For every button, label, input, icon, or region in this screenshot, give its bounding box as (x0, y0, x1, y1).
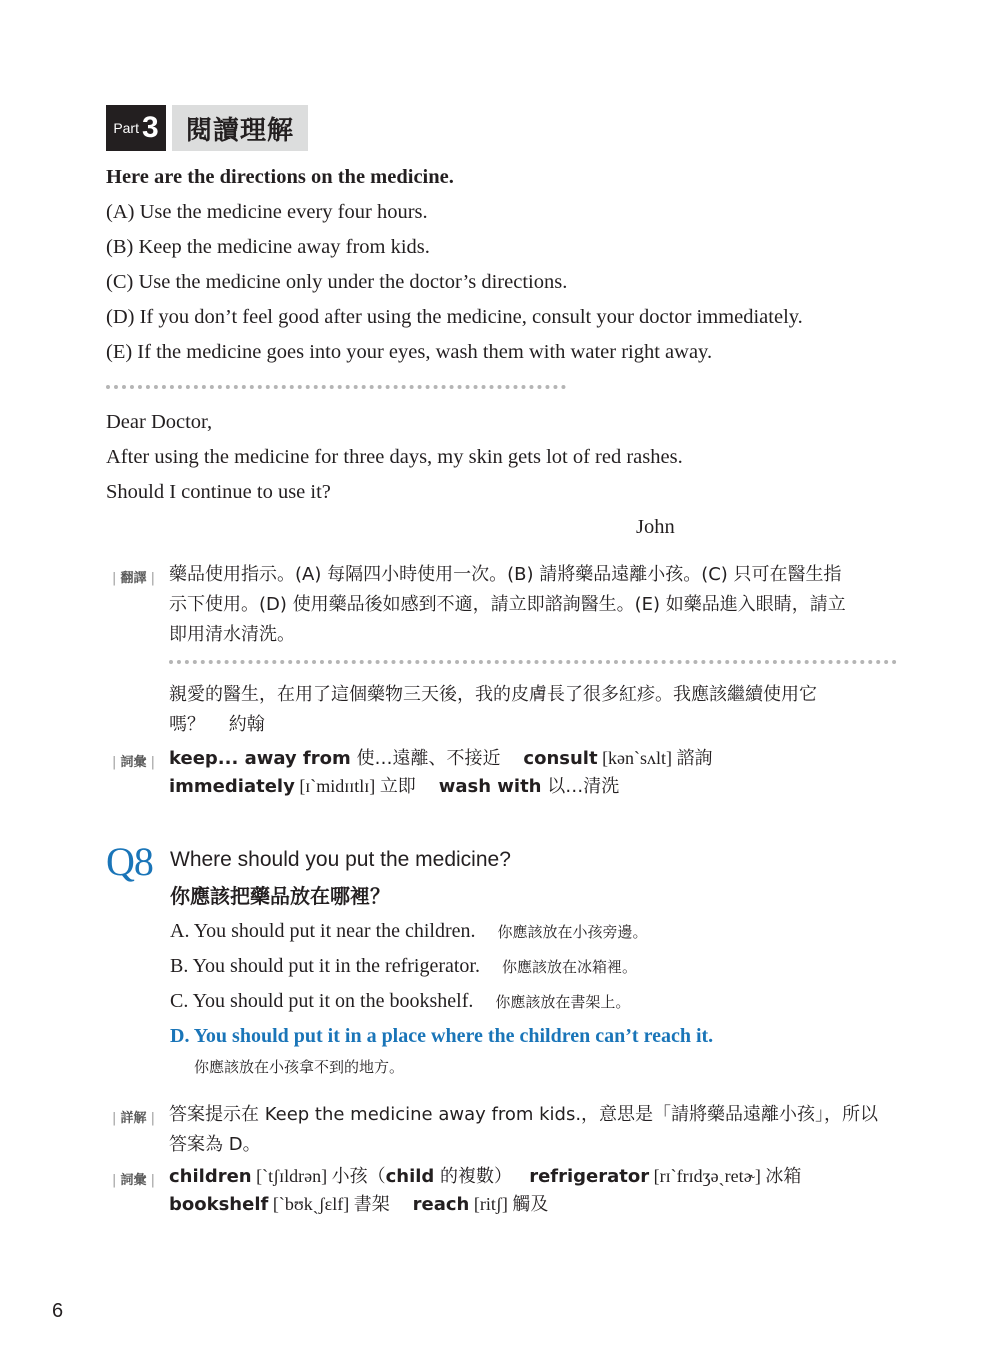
vocab-word: keep... away from (169, 748, 351, 769)
option-a (170, 920, 648, 943)
vocab-meaning: 以…清洗 (541, 776, 620, 797)
dotted-divider (106, 385, 566, 389)
option-translation: 你應該放在小孩旁邊。 (497, 923, 648, 941)
letter-line: After using the medicine for three days, my skin gets lot of red rashes. (106, 446, 683, 468)
vocab-tag: | 詞彙 | (112, 755, 156, 770)
letter-line: Should I continue to use it? (106, 481, 331, 503)
vocab-meaning: 觸及 (512, 1194, 549, 1215)
vocab-word: immediately (169, 776, 295, 797)
part-label: Part (113, 120, 139, 136)
vocab-tag: | 詞彙 | (112, 1173, 156, 1188)
translation-tag: | 翻譯 | (112, 571, 156, 586)
option-d-translation: 你應該放在小孩拿不到的地方。 (194, 1058, 405, 1076)
vocab-word: bookshelf (169, 1194, 269, 1215)
explanation-tag: | 詳解 | (112, 1111, 156, 1126)
translation-line: 藥品使用指示。(A) 每隔四小時使用一次。(B) 請將藥品遠離小孩。(C) 只可在醫生指 (169, 564, 842, 585)
vocab-word: consult (523, 748, 598, 769)
option-text: C. You should put it on the bookshelf. (170, 990, 474, 1012)
vocab-phonetic: [`tʃɪldrən] (251, 1166, 332, 1186)
letter-greeting: Dear Doctor, (106, 411, 213, 433)
part-badge (106, 105, 166, 151)
vocab-meaning: 小孩（ (331, 1166, 386, 1187)
explanation-text (169, 1100, 909, 1160)
vocab-row (169, 1162, 801, 1191)
option-b (170, 955, 637, 978)
passage-heading: Here are the directions on the medicine. (106, 166, 454, 188)
vocab-word: children (169, 1166, 252, 1187)
translation-line: 示下使用。(D) 使用藥品後如感到不適，請立即諮詢醫生。(E) 如藥品進入眼睛，請立 (169, 594, 846, 615)
option-c (170, 990, 630, 1013)
vocab-tag-label: 詞彙 (120, 1173, 147, 1188)
page-number: 6 (52, 1300, 64, 1322)
vocab-meaning: 立即 (379, 776, 416, 797)
question-text-en: Where should you put the medicine? (170, 848, 511, 871)
option-text: B. You should put it in the refrigerator. (170, 955, 480, 977)
translation-letter (169, 680, 899, 740)
vocab-phonetic: [ritʃ] (469, 1194, 513, 1214)
vocab-word: refrigerator (529, 1166, 650, 1187)
translation-tag-label: 翻譯 (120, 571, 147, 586)
option-d-answer: D. You should put it in a place where the children can’t reach it. (170, 1025, 714, 1047)
translation-letter-line: 嗎？ 約翰 (169, 714, 265, 735)
vocab-meaning: 諮詢 (676, 748, 713, 769)
option-translation: 你應該放在冰箱裡。 (501, 958, 637, 976)
vocab-phonetic: [`bʊkˏʃɛlf] (268, 1194, 354, 1214)
direction-item: (B) Keep the medicine away from kids. (106, 236, 430, 258)
translation-text (169, 560, 899, 650)
option-translation: 你應該放在書架上。 (495, 993, 631, 1011)
direction-item: (A) Use the medicine every four hours. (106, 201, 428, 223)
vocab-row (169, 744, 713, 773)
vocab-word: reach (412, 1194, 470, 1215)
question-text-zh: 你應該把藥品放在哪裡？ (170, 884, 390, 908)
explanation-line: 答案提示在 Keep the medicine away from kids.，意思是「請將藥品遠離小孩」，所以 (169, 1104, 879, 1125)
question-number: Q8 (106, 839, 153, 884)
vocab-meaning: 的複數） (434, 1166, 513, 1187)
translation-letter-line: 親愛的醫生，在用了這個藥物三天後，我的皮膚長了很多紅疹。我應該繼續使用它 (169, 684, 817, 705)
section-title: 閱讀理解 (172, 105, 308, 151)
translation-line: 即用清水清洗。 (169, 624, 295, 645)
vocab-meaning: 書架 (353, 1194, 390, 1215)
vocab-phonetic: [ɪ`midɪɪtlɪ] (294, 776, 380, 796)
direction-item: (D) If you don’t feel good after using the medicine, consult your doctor immediately. (106, 306, 803, 328)
vocab-phonetic: [kən`sʌlt] (597, 748, 677, 768)
explanation-line: 答案為 D。 (169, 1134, 261, 1155)
vocab-row (169, 772, 619, 801)
part-number: 3 (142, 111, 159, 144)
vocab-word: child (385, 1166, 435, 1187)
option-text: A. You should put it near the children. (170, 920, 476, 942)
vocab-row (169, 1190, 548, 1219)
vocab-word: wash with (438, 776, 542, 797)
part-header (106, 105, 308, 151)
direction-item: (C) Use the medicine only under the doctor’s directions. (106, 271, 568, 293)
direction-item: (E) If the medicine goes into your eyes, wash them with water right away. (106, 341, 713, 363)
dotted-divider (169, 660, 897, 664)
explanation-tag-label: 詳解 (120, 1111, 147, 1126)
letter-signature: John (636, 516, 675, 538)
vocab-tag-label: 詞彙 (120, 755, 147, 770)
vocab-meaning: 冰箱 (765, 1166, 802, 1187)
vocab-phonetic: [rɪ`frɪdʒəˏretɚ] (649, 1166, 766, 1186)
vocab-meaning: 使…遠離、不接近 (350, 748, 501, 769)
